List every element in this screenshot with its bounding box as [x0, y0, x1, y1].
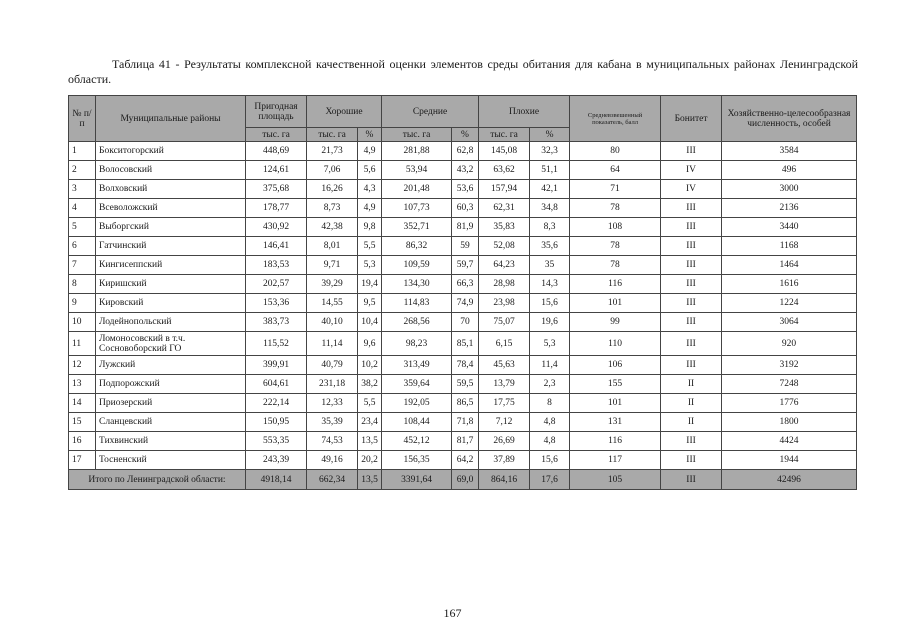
header-unit-bad-ha: тыс. га — [479, 128, 530, 142]
cell-bad-pct: 2,3 — [530, 375, 570, 394]
cell-medium-pct: 74,9 — [452, 294, 479, 313]
cell-district-name: Лужский — [96, 356, 246, 375]
cell-suitable-area: 448,69 — [246, 142, 307, 161]
cell-bad-pct: 34,8 — [530, 199, 570, 218]
cell-good-ha: 42,38 — [307, 218, 358, 237]
cell-bonitet: II — [661, 394, 722, 413]
cell-bad-ha: 7,12 — [479, 413, 530, 432]
table-row — [69, 332, 857, 356]
cell-bad-ha: 45,63 — [479, 356, 530, 375]
cell-medium-pct: 85,1 — [452, 332, 479, 356]
table-row — [69, 432, 857, 451]
cell-bad-pct: 4,8 — [530, 413, 570, 432]
cell-good-pct: 9,5 — [358, 294, 382, 313]
cell-row-number: 13 — [69, 375, 96, 394]
cell-row-number: 6 — [69, 237, 96, 256]
cell-suitable-area: 178,77 — [246, 199, 307, 218]
total-med-ha: 3391,64 — [382, 470, 452, 490]
cell-district-name: Всеволожский — [96, 199, 246, 218]
cell-bonitet: III — [661, 313, 722, 332]
cell-district-name: Тосненский — [96, 451, 246, 470]
table-row — [69, 180, 857, 199]
cell-good-pct: 20,2 — [358, 451, 382, 470]
total-good-pct: 13,5 — [358, 470, 382, 490]
cell-bad-pct: 51,1 — [530, 161, 570, 180]
cell-optimal-population: 3000 — [722, 180, 857, 199]
cell-medium-ha: 107,73 — [382, 199, 452, 218]
cell-bad-pct: 42,1 — [530, 180, 570, 199]
cell-bad-pct: 4,8 — [530, 432, 570, 451]
cell-bonitet: III — [661, 432, 722, 451]
cell-weighted-score: 155 — [570, 375, 661, 394]
total-label: Итого по Ленинградской области: — [69, 470, 246, 490]
header-bad: Плохие — [479, 96, 570, 128]
table-body — [69, 142, 857, 470]
table-row — [69, 142, 857, 161]
cell-row-number: 10 — [69, 313, 96, 332]
header-bonitet: Бонитет — [661, 96, 722, 142]
cell-weighted-score: 78 — [570, 199, 661, 218]
header-district: Муниципальные районы — [96, 96, 246, 142]
cell-row-number: 5 — [69, 218, 96, 237]
header-good: Хорошие — [307, 96, 382, 128]
table-caption-text: Таблица 41 - Результаты комплексной качественной оценки элементов среды обитания для кабана в муниципальных районах Ленинградской области. — [68, 57, 858, 86]
cell-bad-ha: 23,98 — [479, 294, 530, 313]
cell-row-number: 17 — [69, 451, 96, 470]
cell-good-pct: 4,9 — [358, 142, 382, 161]
header-medium: Средние — [382, 96, 479, 128]
cell-optimal-population: 1616 — [722, 275, 857, 294]
cell-weighted-score: 101 — [570, 294, 661, 313]
header-unit-good-pct: % — [358, 128, 382, 142]
cell-medium-pct: 59,5 — [452, 375, 479, 394]
cell-bad-pct: 14,3 — [530, 275, 570, 294]
cell-bonitet: III — [661, 294, 722, 313]
cell-good-pct: 9,6 — [358, 332, 382, 356]
cell-medium-ha: 134,30 — [382, 275, 452, 294]
table-row — [69, 375, 857, 394]
cell-medium-ha: 192,05 — [382, 394, 452, 413]
total-pop: 42496 — [722, 470, 857, 490]
cell-suitable-area: 243,39 — [246, 451, 307, 470]
cell-bad-ha: 6,15 — [479, 332, 530, 356]
cell-row-number: 4 — [69, 199, 96, 218]
cell-suitable-area: 124,61 — [246, 161, 307, 180]
cell-district-name: Тихвинский — [96, 432, 246, 451]
cell-row-number: 16 — [69, 432, 96, 451]
cell-medium-ha: 352,71 — [382, 218, 452, 237]
cell-row-number: 7 — [69, 256, 96, 275]
cell-medium-ha: 313,49 — [382, 356, 452, 375]
cell-medium-pct: 53,6 — [452, 180, 479, 199]
cell-bonitet: II — [661, 375, 722, 394]
cell-district-name: Ломоносовский в т.ч. Сосновоборский ГО — [96, 332, 246, 356]
cell-bad-pct: 15,6 — [530, 451, 570, 470]
header-unit-area: тыс. га — [246, 128, 307, 142]
cell-bad-pct: 8 — [530, 394, 570, 413]
cell-medium-ha: 53,94 — [382, 161, 452, 180]
cell-bonitet: III — [661, 275, 722, 294]
cell-bad-pct: 19,6 — [530, 313, 570, 332]
cell-good-pct: 23,4 — [358, 413, 382, 432]
cell-good-ha: 74,53 — [307, 432, 358, 451]
cell-bonitet: III — [661, 142, 722, 161]
cell-row-number: 14 — [69, 394, 96, 413]
cell-good-ha: 9,71 — [307, 256, 358, 275]
habitat-assessment-table — [68, 95, 857, 490]
cell-medium-ha: 108,44 — [382, 413, 452, 432]
cell-good-ha: 8,01 — [307, 237, 358, 256]
table-row — [69, 199, 857, 218]
cell-medium-ha: 98,23 — [382, 332, 452, 356]
cell-suitable-area: 375,68 — [246, 180, 307, 199]
header-suitable-area: Пригодная площадь — [246, 96, 307, 128]
cell-good-pct: 5,5 — [358, 394, 382, 413]
cell-bonitet: II — [661, 413, 722, 432]
cell-bad-ha: 52,08 — [479, 237, 530, 256]
cell-weighted-score: 108 — [570, 218, 661, 237]
cell-row-number: 8 — [69, 275, 96, 294]
cell-good-ha: 8,73 — [307, 199, 358, 218]
cell-medium-ha: 109,59 — [382, 256, 452, 275]
cell-optimal-population: 1224 — [722, 294, 857, 313]
table-row — [69, 356, 857, 375]
table-row — [69, 161, 857, 180]
cell-optimal-population: 3192 — [722, 356, 857, 375]
cell-bonitet: III — [661, 218, 722, 237]
cell-district-name: Выборгский — [96, 218, 246, 237]
cell-district-name: Бокситогорский — [96, 142, 246, 161]
cell-bad-ha: 17,75 — [479, 394, 530, 413]
cell-optimal-population: 1776 — [722, 394, 857, 413]
cell-good-ha: 11,14 — [307, 332, 358, 356]
cell-medium-pct: 70 — [452, 313, 479, 332]
cell-bad-ha: 75,07 — [479, 313, 530, 332]
table-row — [69, 313, 857, 332]
cell-bad-pct: 35,6 — [530, 237, 570, 256]
cell-row-number: 1 — [69, 142, 96, 161]
table-row — [69, 218, 857, 237]
table-row — [69, 256, 857, 275]
cell-medium-pct: 59,7 — [452, 256, 479, 275]
table-row — [69, 451, 857, 470]
cell-optimal-population: 920 — [722, 332, 857, 356]
cell-row-number: 3 — [69, 180, 96, 199]
total-area: 4918,14 — [246, 470, 307, 490]
cell-bad-ha: 37,89 — [479, 451, 530, 470]
cell-weighted-score: 80 — [570, 142, 661, 161]
cell-good-ha: 16,26 — [307, 180, 358, 199]
cell-good-ha: 231,18 — [307, 375, 358, 394]
total-bad-ha: 864,16 — [479, 470, 530, 490]
cell-good-pct: 9,8 — [358, 218, 382, 237]
cell-bad-ha: 63,62 — [479, 161, 530, 180]
cell-medium-pct: 66,3 — [452, 275, 479, 294]
cell-good-pct: 19,4 — [358, 275, 382, 294]
cell-row-number: 12 — [69, 356, 96, 375]
cell-weighted-score: 131 — [570, 413, 661, 432]
cell-optimal-population: 2136 — [722, 199, 857, 218]
cell-optimal-population: 3584 — [722, 142, 857, 161]
table-row — [69, 394, 857, 413]
table-row — [69, 294, 857, 313]
cell-good-pct: 10,4 — [358, 313, 382, 332]
cell-optimal-population: 496 — [722, 161, 857, 180]
header-optimal-population: Хозяйственно-целесообразная численность, особей — [722, 96, 857, 142]
cell-bad-ha: 145,08 — [479, 142, 530, 161]
cell-district-name: Лодейнопольский — [96, 313, 246, 332]
cell-district-name: Гатчинский — [96, 237, 246, 256]
cell-suitable-area: 399,91 — [246, 356, 307, 375]
cell-optimal-population: 1800 — [722, 413, 857, 432]
cell-suitable-area: 150,95 — [246, 413, 307, 432]
header-unit-bad-pct: % — [530, 128, 570, 142]
table-row — [69, 413, 857, 432]
cell-medium-ha: 452,12 — [382, 432, 452, 451]
total-row — [69, 470, 857, 490]
cell-suitable-area: 553,35 — [246, 432, 307, 451]
cell-suitable-area: 153,36 — [246, 294, 307, 313]
cell-district-name: Подпорожский — [96, 375, 246, 394]
cell-bad-ha: 13,79 — [479, 375, 530, 394]
cell-bad-ha: 157,94 — [479, 180, 530, 199]
cell-medium-pct: 81,9 — [452, 218, 479, 237]
cell-medium-pct: 60,3 — [452, 199, 479, 218]
cell-good-pct: 5,6 — [358, 161, 382, 180]
cell-district-name: Киришский — [96, 275, 246, 294]
cell-weighted-score: 71 — [570, 180, 661, 199]
cell-medium-pct: 81,7 — [452, 432, 479, 451]
cell-bad-pct: 5,3 — [530, 332, 570, 356]
cell-bad-pct: 11,4 — [530, 356, 570, 375]
cell-district-name: Волховский — [96, 180, 246, 199]
cell-good-ha: 21,73 — [307, 142, 358, 161]
cell-bonitet: III — [661, 332, 722, 356]
cell-suitable-area: 222,14 — [246, 394, 307, 413]
cell-medium-pct: 62,8 — [452, 142, 479, 161]
cell-optimal-population: 3064 — [722, 313, 857, 332]
cell-good-pct: 38,2 — [358, 375, 382, 394]
cell-bad-ha: 64,23 — [479, 256, 530, 275]
header-unit-good-ha: тыс. га — [307, 128, 358, 142]
cell-weighted-score: 106 — [570, 356, 661, 375]
cell-row-number: 2 — [69, 161, 96, 180]
cell-district-name: Волосовский — [96, 161, 246, 180]
cell-good-ha: 40,79 — [307, 356, 358, 375]
cell-bad-ha: 26,69 — [479, 432, 530, 451]
cell-optimal-population: 1464 — [722, 256, 857, 275]
cell-good-ha: 49,16 — [307, 451, 358, 470]
cell-weighted-score: 116 — [570, 432, 661, 451]
cell-weighted-score: 101 — [570, 394, 661, 413]
table-row — [69, 275, 857, 294]
cell-bonitet: III — [661, 237, 722, 256]
cell-medium-ha: 86,32 — [382, 237, 452, 256]
cell-weighted-score: 117 — [570, 451, 661, 470]
cell-district-name: Кировский — [96, 294, 246, 313]
cell-weighted-score: 110 — [570, 332, 661, 356]
cell-good-pct: 13,5 — [358, 432, 382, 451]
cell-bad-pct: 32,3 — [530, 142, 570, 161]
cell-suitable-area: 146,41 — [246, 237, 307, 256]
cell-medium-pct: 86,5 — [452, 394, 479, 413]
table-caption — [68, 57, 858, 87]
cell-weighted-score: 99 — [570, 313, 661, 332]
cell-bad-ha: 62,31 — [479, 199, 530, 218]
cell-medium-pct: 71,8 — [452, 413, 479, 432]
cell-optimal-population: 1944 — [722, 451, 857, 470]
cell-good-ha: 14,55 — [307, 294, 358, 313]
header-unit-med-ha: тыс. га — [382, 128, 452, 142]
cell-weighted-score: 78 — [570, 256, 661, 275]
cell-good-pct: 10,2 — [358, 356, 382, 375]
cell-suitable-area: 115,52 — [246, 332, 307, 356]
header-weighted-score: Средневзвешенный показатель, балл — [570, 96, 661, 142]
cell-medium-pct: 78,4 — [452, 356, 479, 375]
total-score: 105 — [570, 470, 661, 490]
cell-good-ha: 7,06 — [307, 161, 358, 180]
cell-bad-ha: 28,98 — [479, 275, 530, 294]
cell-medium-pct: 64,2 — [452, 451, 479, 470]
cell-medium-pct: 43,2 — [452, 161, 479, 180]
cell-good-ha: 12,33 — [307, 394, 358, 413]
cell-bonitet: III — [661, 356, 722, 375]
total-good-ha: 662,34 — [307, 470, 358, 490]
table-row — [69, 237, 857, 256]
cell-district-name: Кингисеппский — [96, 256, 246, 275]
cell-medium-ha: 114,83 — [382, 294, 452, 313]
cell-medium-ha: 201,48 — [382, 180, 452, 199]
cell-bad-pct: 35 — [530, 256, 570, 275]
cell-medium-ha: 156,35 — [382, 451, 452, 470]
cell-optimal-population: 3440 — [722, 218, 857, 237]
cell-medium-pct: 59 — [452, 237, 479, 256]
cell-row-number: 9 — [69, 294, 96, 313]
cell-weighted-score: 78 — [570, 237, 661, 256]
cell-good-ha: 39,29 — [307, 275, 358, 294]
cell-row-number: 11 — [69, 332, 96, 356]
cell-bonitet: IV — [661, 180, 722, 199]
cell-bonitet: III — [661, 256, 722, 275]
cell-suitable-area: 604,61 — [246, 375, 307, 394]
cell-medium-ha: 281,88 — [382, 142, 452, 161]
cell-medium-ha: 268,56 — [382, 313, 452, 332]
cell-district-name: Сланцевский — [96, 413, 246, 432]
header-unit-med-pct: % — [452, 128, 479, 142]
total-bad-pct: 17,6 — [530, 470, 570, 490]
header-num: № п/п — [69, 96, 96, 142]
cell-bonitet: III — [661, 451, 722, 470]
cell-good-pct: 4,3 — [358, 180, 382, 199]
cell-bad-ha: 35,83 — [479, 218, 530, 237]
cell-bonitet: IV — [661, 161, 722, 180]
total-bonitet: III — [661, 470, 722, 490]
cell-optimal-population: 4424 — [722, 432, 857, 451]
cell-medium-ha: 359,64 — [382, 375, 452, 394]
cell-district-name: Приозерский — [96, 394, 246, 413]
cell-good-ha: 35,39 — [307, 413, 358, 432]
cell-row-number: 15 — [69, 413, 96, 432]
cell-good-ha: 40,10 — [307, 313, 358, 332]
cell-optimal-population: 7248 — [722, 375, 857, 394]
cell-suitable-area: 383,73 — [246, 313, 307, 332]
cell-weighted-score: 64 — [570, 161, 661, 180]
cell-suitable-area: 430,92 — [246, 218, 307, 237]
cell-optimal-population: 1168 — [722, 237, 857, 256]
cell-suitable-area: 202,57 — [246, 275, 307, 294]
cell-good-pct: 4,9 — [358, 199, 382, 218]
cell-good-pct: 5,3 — [358, 256, 382, 275]
cell-bad-pct: 15,6 — [530, 294, 570, 313]
page-number: 167 — [443, 606, 462, 620]
cell-bad-pct: 8,3 — [530, 218, 570, 237]
cell-good-pct: 5,5 — [358, 237, 382, 256]
total-med-pct: 69,0 — [452, 470, 479, 490]
cell-bonitet: III — [661, 199, 722, 218]
cell-suitable-area: 183,53 — [246, 256, 307, 275]
cell-weighted-score: 116 — [570, 275, 661, 294]
